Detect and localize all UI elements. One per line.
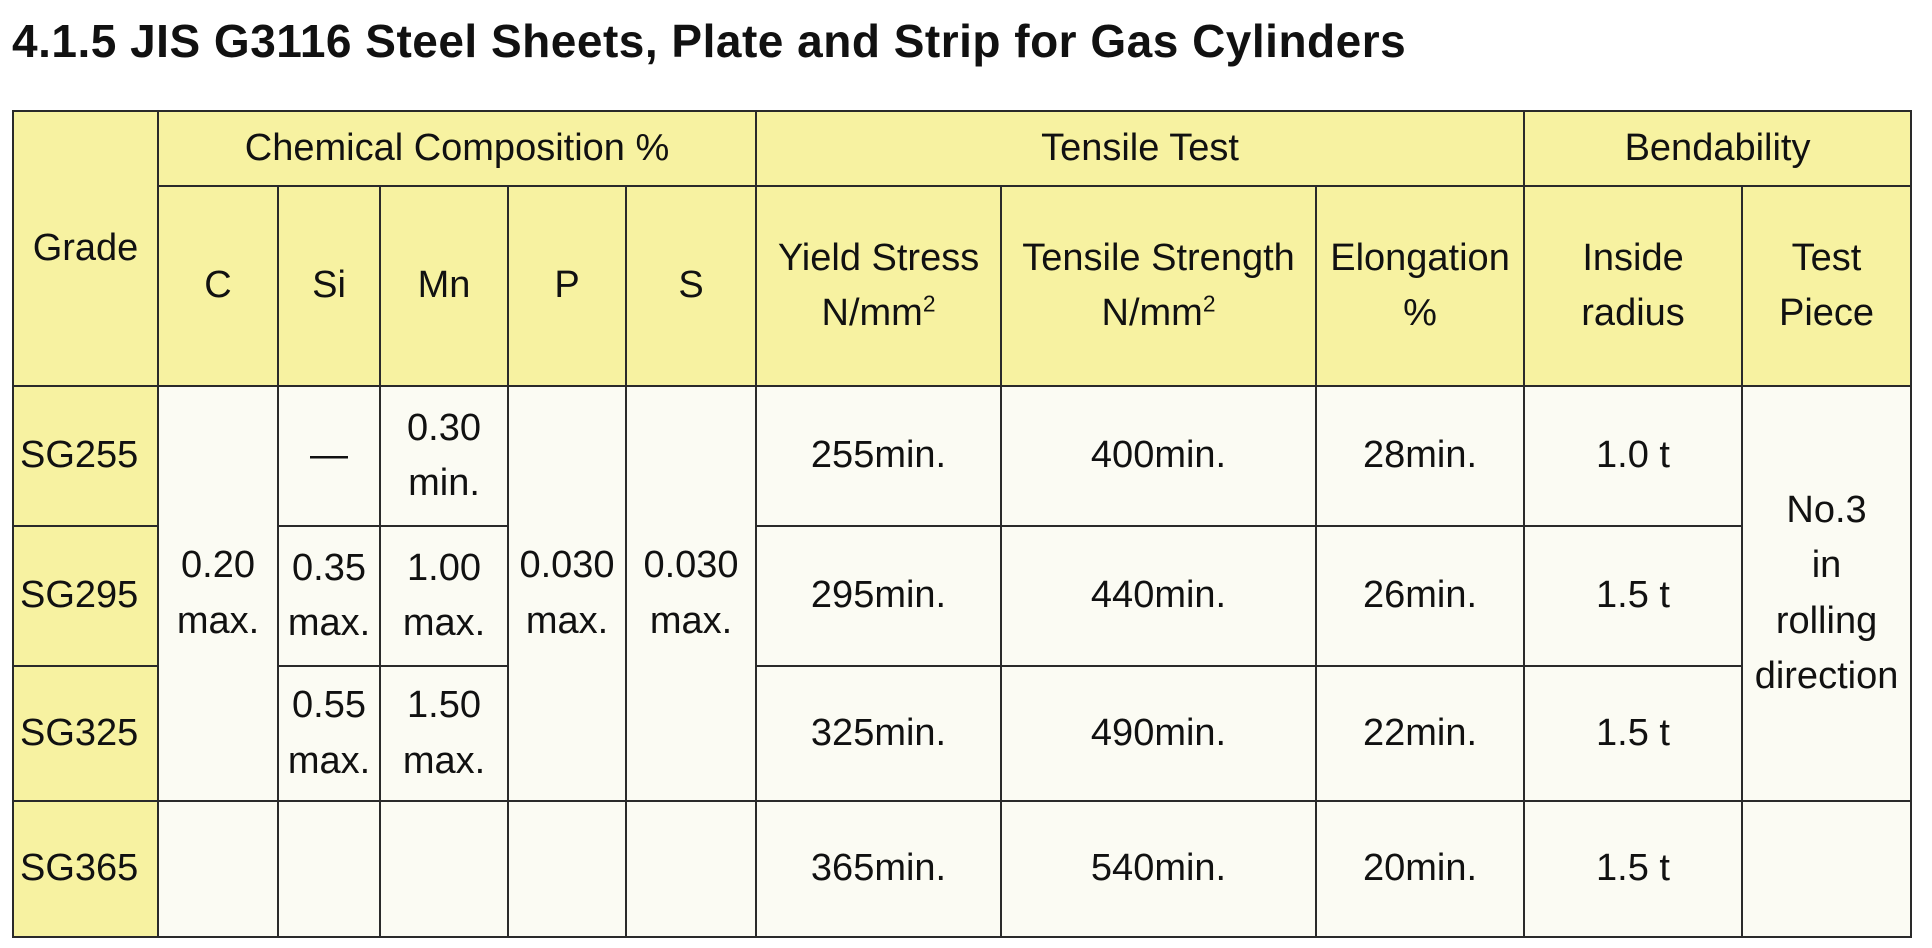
mn-value-line1: 1.50 (407, 684, 481, 727)
mn-value-line2: max. (402, 602, 486, 644)
test-piece-line1: Test (1791, 236, 1862, 279)
c-value-empty (158, 801, 278, 937)
p-value-shared (508, 386, 626, 801)
test-piece-shared (1742, 386, 1911, 801)
mn-value (380, 666, 508, 801)
header-grade: Grade (13, 111, 158, 386)
table-row-sg295 (13, 526, 1911, 666)
inside-radius-line2: radius (1581, 292, 1685, 334)
elongation-value: 28min. (1316, 386, 1524, 526)
header-mn: Mn (380, 186, 508, 386)
header-chemical-composition: Chemical Composition % (158, 111, 756, 186)
header-tensile-strength (1001, 186, 1316, 386)
yield-unit-exponent: 2 (922, 290, 936, 317)
tensile-value: 540min. (1001, 801, 1316, 937)
yield-value: 325min. (756, 666, 1001, 801)
si-value-line2: max. (287, 602, 371, 644)
tensile-value: 440min. (1001, 526, 1316, 666)
p-value-empty (508, 801, 626, 937)
test-piece-line2: Piece (1779, 292, 1875, 334)
tensile-value: 490min. (1001, 666, 1316, 801)
header-row-columns (13, 186, 1911, 386)
mn-value-line1: 1.00 (407, 546, 481, 589)
mn-value-line2: min. (408, 462, 480, 504)
header-yield-stress (756, 186, 1001, 386)
tensile-unit-text: N/mm (1101, 292, 1203, 334)
mn-value (380, 526, 508, 666)
inside-radius-line1: Inside (1582, 236, 1684, 279)
header-elongation (1316, 186, 1524, 386)
header-p: P (508, 186, 626, 386)
elongation-label: Elongation (1330, 236, 1510, 279)
elongation-value: 20min. (1316, 801, 1524, 937)
test-piece-text-line3: rolling (1775, 599, 1878, 642)
s-value-line1: 0.030 (643, 544, 739, 587)
yield-value: 295min. (756, 526, 1001, 666)
c-value-line2: max. (176, 599, 260, 642)
mn-value-empty (380, 801, 508, 937)
mn-value-line1: 0.30 (407, 406, 481, 449)
radius-value: 1.5 t (1524, 666, 1742, 801)
header-s: S (626, 186, 756, 386)
radius-value: 1.5 t (1524, 801, 1742, 937)
header-inside-radius (1524, 186, 1742, 386)
elongation-unit: % (1403, 292, 1437, 334)
si-value (278, 666, 380, 801)
elongation-value: 26min. (1316, 526, 1524, 666)
grade-cell: SG295 (13, 526, 158, 666)
test-piece-text-line4: direction (1754, 654, 1899, 697)
elongation-value: 22min. (1316, 666, 1524, 801)
header-c: C (158, 186, 278, 386)
table-row-sg365 (13, 801, 1911, 937)
p-value-line2: max. (525, 599, 609, 642)
yield-stress-unit (759, 286, 998, 341)
header-si: Si (278, 186, 380, 386)
p-value-line1: 0.030 (519, 544, 615, 587)
si-value-line1: 0.55 (292, 684, 366, 727)
test-piece-empty (1742, 801, 1911, 937)
header-bendability: Bendability (1524, 111, 1911, 186)
yield-value: 365min. (756, 801, 1001, 937)
si-value-empty (278, 801, 380, 937)
yield-stress-label: Yield Stress (777, 236, 980, 279)
tensile-strength-unit (1004, 286, 1313, 341)
tensile-value: 400min. (1001, 386, 1316, 526)
spec-table (12, 110, 1912, 938)
s-value-shared (626, 386, 756, 801)
si-value: — (278, 386, 380, 526)
c-value-shared (158, 386, 278, 801)
yield-value: 255min. (756, 386, 1001, 526)
grade-cell: SG255 (13, 386, 158, 526)
si-value (278, 526, 380, 666)
header-test-piece (1742, 186, 1911, 386)
c-value-line1: 0.20 (181, 544, 255, 587)
s-value-empty (626, 801, 756, 937)
grade-cell: SG365 (13, 801, 158, 937)
page-title: 4.1.5 JIS G3116 Steel Sheets, Plate and Strip for Gas Cylinders (12, 15, 1407, 67)
radius-value: 1.5 t (1524, 526, 1742, 666)
mn-value (380, 386, 508, 526)
yield-unit-text: N/mm (821, 292, 923, 334)
si-value-line1: 0.35 (292, 546, 366, 589)
header-tensile-test: Tensile Test (756, 111, 1524, 186)
tensile-unit-exponent: 2 (1202, 290, 1216, 317)
grade-cell: SG325 (13, 666, 158, 801)
table-row-sg325 (13, 666, 1911, 801)
test-piece-text-line1: No.3 (1786, 489, 1867, 532)
mn-value-line2: max. (402, 739, 486, 782)
header-row-groups (13, 111, 1911, 186)
si-value-line2: max. (287, 739, 371, 782)
table-row-sg255 (13, 386, 1911, 526)
test-piece-text-line2: in (1811, 544, 1842, 587)
s-value-line2: max. (649, 599, 733, 642)
radius-value: 1.0 t (1524, 386, 1742, 526)
tensile-strength-label: Tensile Strength (1022, 236, 1295, 279)
